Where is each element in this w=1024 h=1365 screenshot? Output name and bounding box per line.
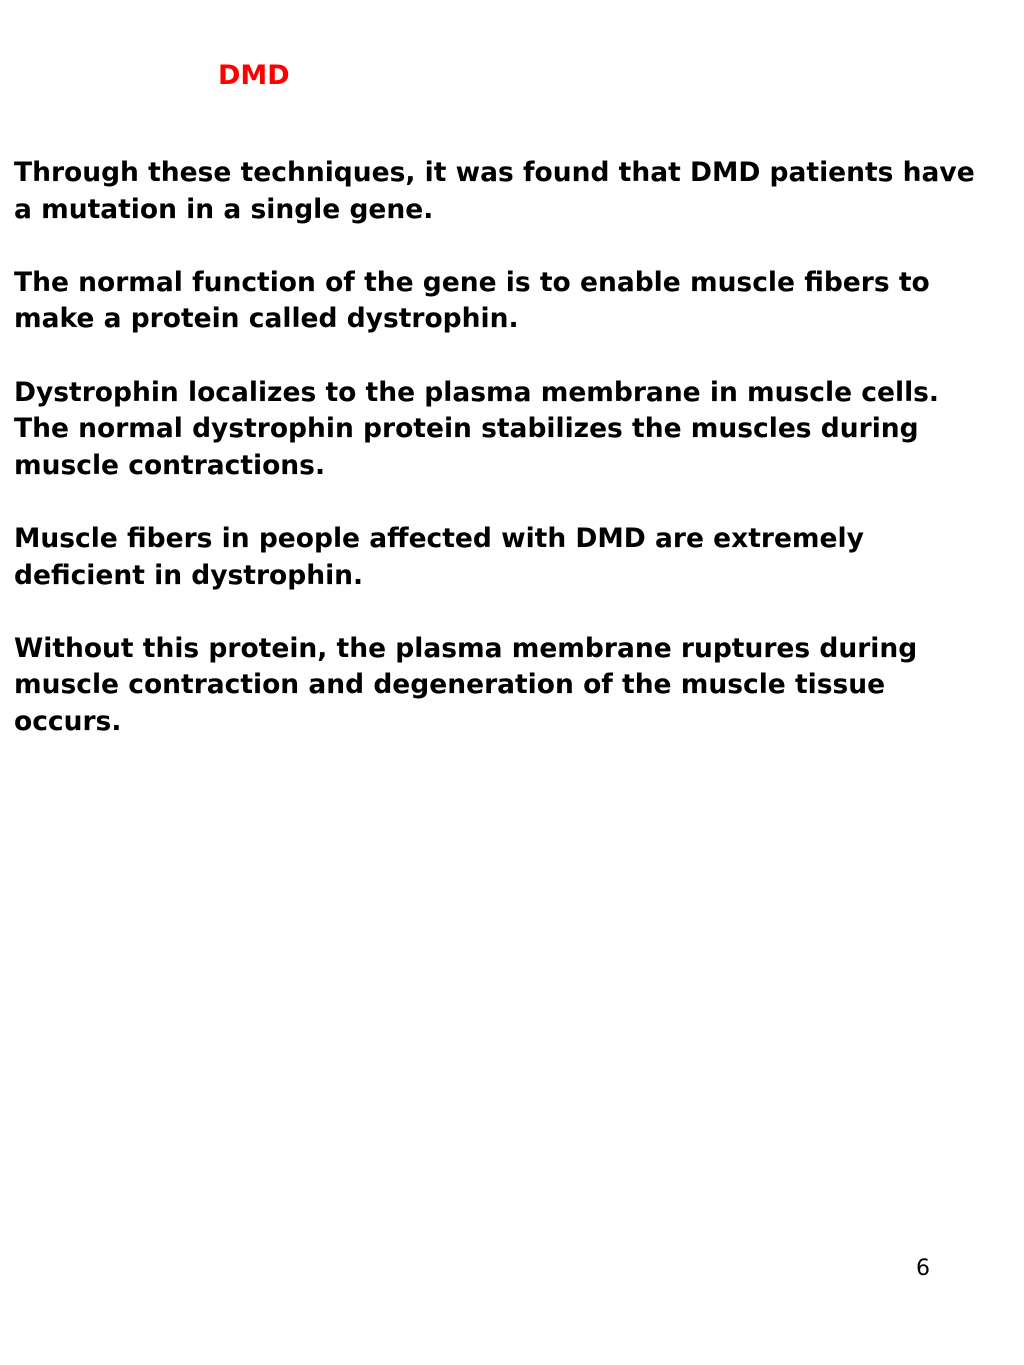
paragraph-line: The normal dystrophin protein stabilizes the muscles during <box>14 413 919 445</box>
paragraph-line: muscle contractions. <box>14 449 326 481</box>
paragraph-line: Without this protein, the plasma membrane ruptures during <box>14 632 918 664</box>
slide-body <box>14 155 1004 777</box>
paragraph-line: a mutation in a single gene. <box>14 193 434 225</box>
page-number: 6 <box>916 1256 930 1281</box>
paragraph-line: occurs. <box>14 705 122 737</box>
paragraph-line: Through these techniques, it was found that DMD patients have <box>14 157 975 188</box>
paragraph-3 <box>14 375 1004 485</box>
paragraph-2 <box>14 265 1004 338</box>
slide-title: DMD <box>218 60 290 91</box>
paragraph-line: The normal function of the gene is to enable muscle fibers to <box>14 266 930 298</box>
paragraph-line: Muscle fibers in people affected with DMD are extremely <box>14 522 864 554</box>
paragraph-line: deficient in dystrophin. <box>14 559 364 591</box>
paragraph-4 <box>14 521 1004 594</box>
paragraph-line: muscle contraction and degeneration of the muscle tissue <box>14 669 886 701</box>
paragraph-line: Dystrophin localizes to the plasma membrane in muscle cells. <box>14 376 939 408</box>
paragraph-1 <box>14 155 1004 228</box>
paragraph-5 <box>14 631 1004 741</box>
paragraph-line: make a protein called dystrophin. <box>14 303 519 335</box>
